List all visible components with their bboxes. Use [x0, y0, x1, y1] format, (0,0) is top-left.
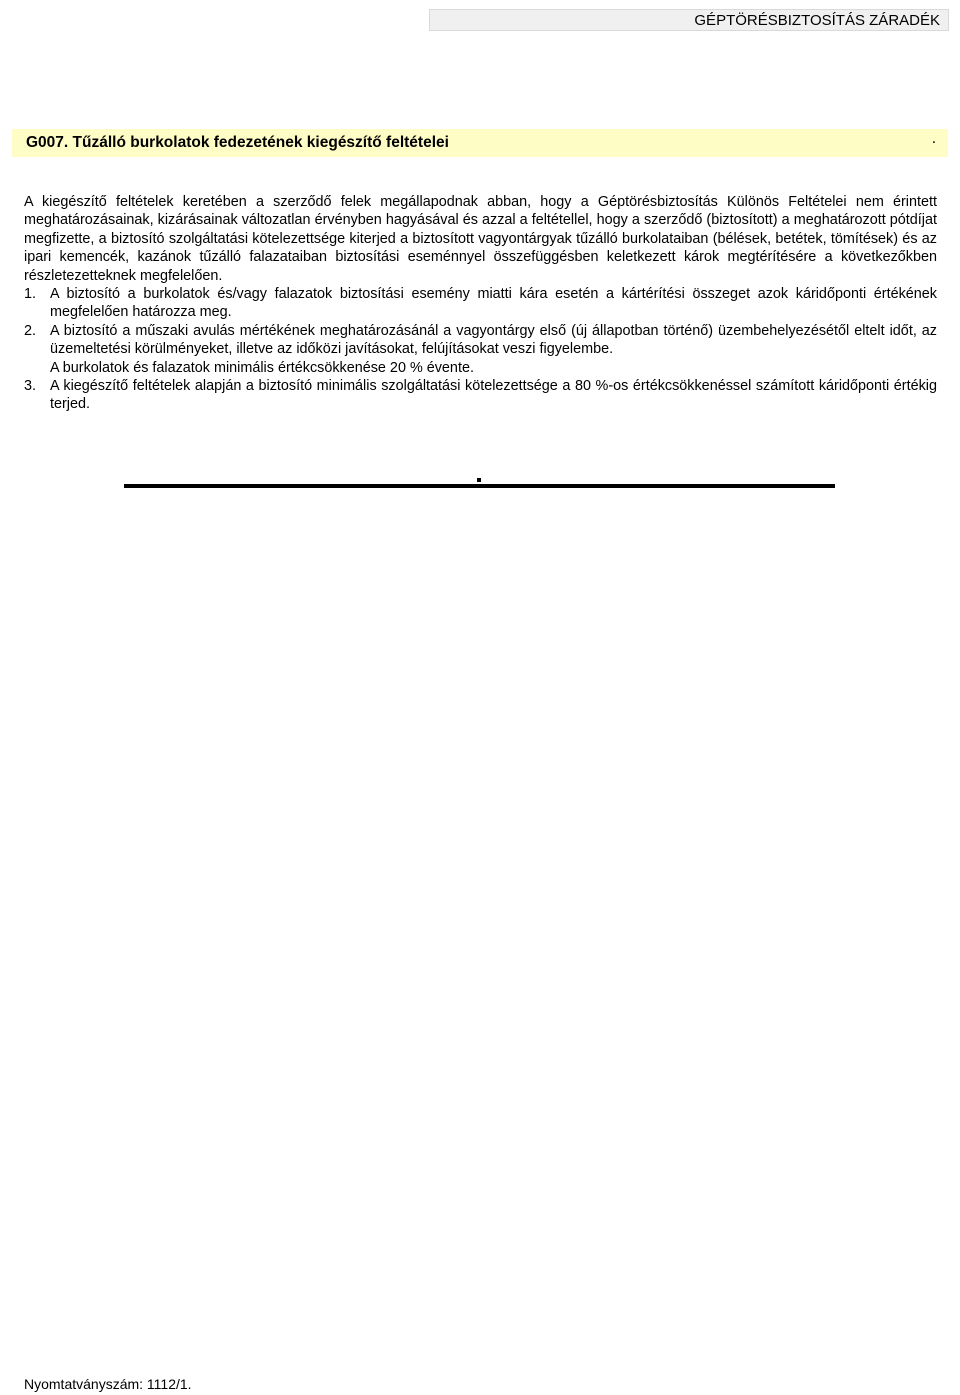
intro-paragraph: A kiegészítő feltételek keretében a szerződő felek megállapodnak abban, hogy a Géptörésbiztosítás Különös Feltételei nem érintett meghatározásainak, kizárásainak változatlan érvényben hagyásával és azzal a feltétellel, hogy a szerződő (biztosított) a meghatározott pótdíjat megfizette, a biztosító szolgáltatási kötelezettsége kiterjed a biztosított vagyontárgyak tűzálló burkolataiban (bélések, betétek, tömítések) és az ipari kemencék, kazánok tűzálló falazataiban biztosítási eseménnyel összefüggésben keletkezett károk megtérítésére a következőkben részletezetteknek megfelelően. — [24, 194, 937, 284]
list-item — [24, 322, 937, 377]
list-item-number: 2. — [24, 322, 37, 339]
list-item-text: A biztosító a műszaki avulás mértékének meghatározásánál a vagyontárgy első (új állapotban történő) üzembehelyezésétől eltelt időt, az üzemeltetési körülményeket, illetve az időközi javításokat, felújításokat veszi figyelembe. — [50, 322, 937, 358]
list-item — [24, 285, 937, 322]
page-header — [429, 9, 949, 31]
footer-form-number: Nyomtatványszám: 1112/1. — [24, 1376, 192, 1392]
list-item-number: 3. — [24, 378, 37, 395]
body-content — [24, 193, 937, 414]
list-item-text: A biztosító a burkolatok és/vagy falazatok biztosítási esemény miatti kára esetén a kártérítési összeget azok káridőponti értékének megfelelően határozza meg. — [50, 286, 937, 321]
header-title: GÉPTÖRÉSBIZTOSÍTÁS ZÁRADÉK — [694, 12, 940, 29]
list-item — [24, 377, 937, 414]
section-title: G007. Tűzálló burkolatok fedezetének kiegészítő feltételei — [26, 134, 449, 151]
list-item-text: A kiegészítő feltételek alapján a biztosító minimális szolgáltatási kötelezettsége a 80 %-os értékcsökkenéssel számított káridőponti értékig terjed. — [50, 378, 937, 413]
conditions-list — [24, 285, 937, 414]
section-title-bar — [12, 129, 948, 157]
list-item-extra: A burkolatok és falazatok minimális értékcsökkenése 20 % évente. — [50, 359, 474, 376]
separator-line — [124, 484, 835, 488]
list-item-number: 1. — [24, 286, 37, 303]
separator-dot — [477, 478, 481, 482]
section-dot: . — [931, 130, 936, 147]
